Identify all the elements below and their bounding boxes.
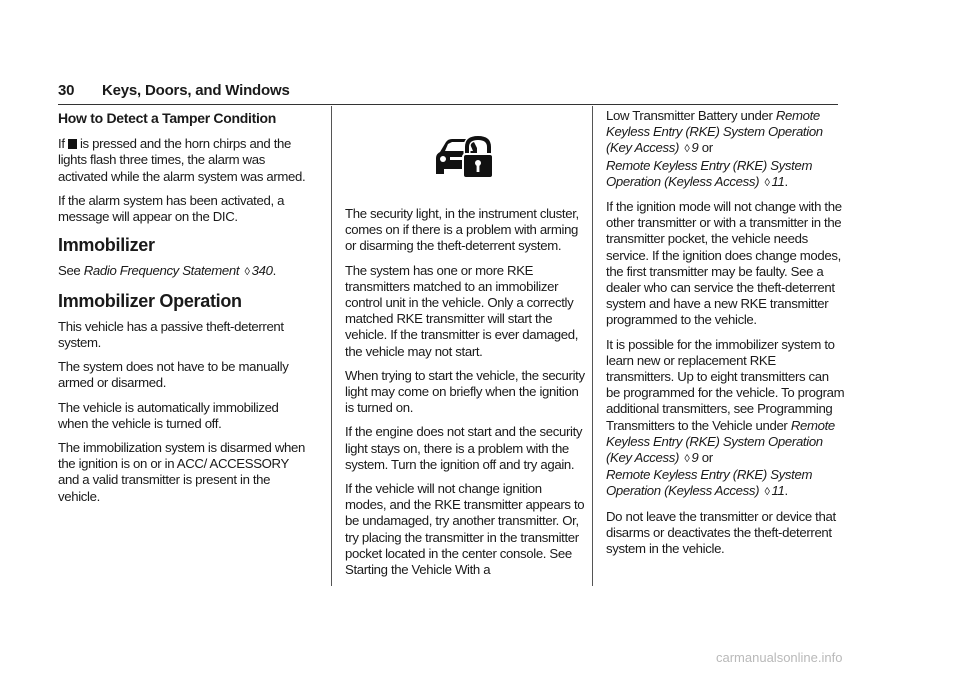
column2-paragraph-4: If the engine does not start and the security light stays on, there is a problem with the system. Turn the ignition off and try again. bbox=[345, 424, 583, 472]
immobilizer-operation-heading: Immobilizer Operation bbox=[58, 290, 242, 311]
cross-reference-link[interactable]: Remote Keyless Entry (RKE) System Operation (Key Access) bbox=[606, 108, 823, 156]
column-2 bbox=[345, 206, 585, 586]
tamper-paragraph-1: If is pressed and the horn chirps and the lights flash three times, the alarm was activated while the alarm system was armed. bbox=[58, 136, 306, 184]
page-reference[interactable]: 11 bbox=[771, 173, 785, 189]
cross-reference-link[interactable]: Remote Keyless Entry (RKE) System Operation (Keyless Access) bbox=[606, 467, 813, 499]
column-divider bbox=[592, 106, 593, 586]
operation-paragraph-4: The immobilization system is disarmed when the ignition is on or in ACC/ ACCESSORY and a valid transmitter is present in the vehicle. bbox=[58, 440, 305, 504]
column-3 bbox=[606, 108, 846, 565]
column-divider bbox=[331, 106, 332, 586]
cross-reference-link[interactable]: Remote Keyless Entry (RKE) System Operation (Keyless Access) bbox=[606, 157, 813, 189]
column2-paragraph-2: The system has one or more RKE transmitters matched to an immobilizer control unit in the vehicle. Only a correctly matched RKE transmitter will start the vehicle. If the transmitter is ever damaged, the vehicle may not start. bbox=[345, 262, 579, 359]
cross-reference-link[interactable]: Radio Frequency Statement bbox=[83, 263, 240, 279]
immobilizer-heading: Immobilizer bbox=[58, 235, 155, 256]
operation-paragraph-1: This vehicle has a passive theft-deterrent system. bbox=[58, 318, 284, 351]
section-title: Keys, Doors, and Windows bbox=[102, 82, 290, 99]
operation-paragraph-2: The system does not have to be manually armed or disarmed. bbox=[58, 359, 289, 391]
column2-paragraph-3: When trying to start the vehicle, the security light may come on briefly when the ignition is turned on. bbox=[345, 367, 585, 416]
operation-paragraph-3: The vehicle is automatically immobilized when the vehicle is turned off. bbox=[58, 399, 279, 431]
tamper-heading: How to Detect a Tamper Condition bbox=[58, 110, 277, 126]
column2-paragraph-5: If the vehicle will not change ignition modes, and the RKE transmitter appears to be undamaged, try another transmitter. Or, try placing the transmitter in the transmitter pocket located in the center console. See Starting the Vehicle With a bbox=[345, 481, 585, 578]
page-reference[interactable]: 9 bbox=[691, 140, 699, 156]
page-number: 30 bbox=[58, 82, 75, 99]
column-1 bbox=[58, 108, 308, 513]
column3-paragraph-3: It is possible for the immobilizer system to learn new or replacement RKE transmitters. Up to eight transmitters can be programmed for the vehicle. To program additional transmitters, see Programming Transmitters to the Vehicle under Remote Keyless Entry (RKE) System Operation (Key Access) ◊ 9 or Remote Keyless Entry (RKE) System Operation (Keyless Access) ◊ 11. bbox=[606, 336, 845, 499]
page-reference[interactable]: 9 bbox=[691, 450, 699, 466]
column3-paragraph-1: Low Transmitter Battery under Remote Keyless Entry (RKE) System Operation (Key Access) ◊ 9 or Remote Keyless Entry (RKE) System Operation (Keyless Access) ◊ 11. bbox=[606, 108, 823, 189]
security-light-icon bbox=[430, 134, 496, 180]
page-reference[interactable]: 340 bbox=[251, 263, 273, 279]
page-header bbox=[58, 82, 838, 105]
column3-paragraph-2: If the ignition mode will not change with the other transmitter or with a transmitter in the transmitter pocket, the vehicle needs service. If the ignition does change modes, the first transmitter may be faulty. See a dealer who can service the theft-deterrent system and have a new RKE transmitter programmed to the vehicle. bbox=[606, 199, 842, 328]
page-reference[interactable]: 11 bbox=[771, 483, 785, 499]
immobilizer-reference: See Radio Frequency Statement ◊ 340. bbox=[58, 263, 276, 279]
lock-button-icon bbox=[68, 139, 77, 149]
tamper-paragraph-2: If the alarm system has been activated, a message will appear on the DIC. bbox=[58, 192, 285, 225]
column3-paragraph-4: Do not leave the transmitter or device that disarms or deactivates the theft-deterrent system in the vehicle. bbox=[606, 508, 836, 557]
cross-reference-link[interactable]: Remote Keyless Entry (RKE) System Operation (Key Access) bbox=[606, 417, 835, 466]
column2-paragraph-1: The security light, in the instrument cluster, comes on if there is a problem with arming or disarming the theft-deterrent system. bbox=[345, 206, 579, 254]
watermark: carmanualsonline.info bbox=[716, 650, 843, 665]
